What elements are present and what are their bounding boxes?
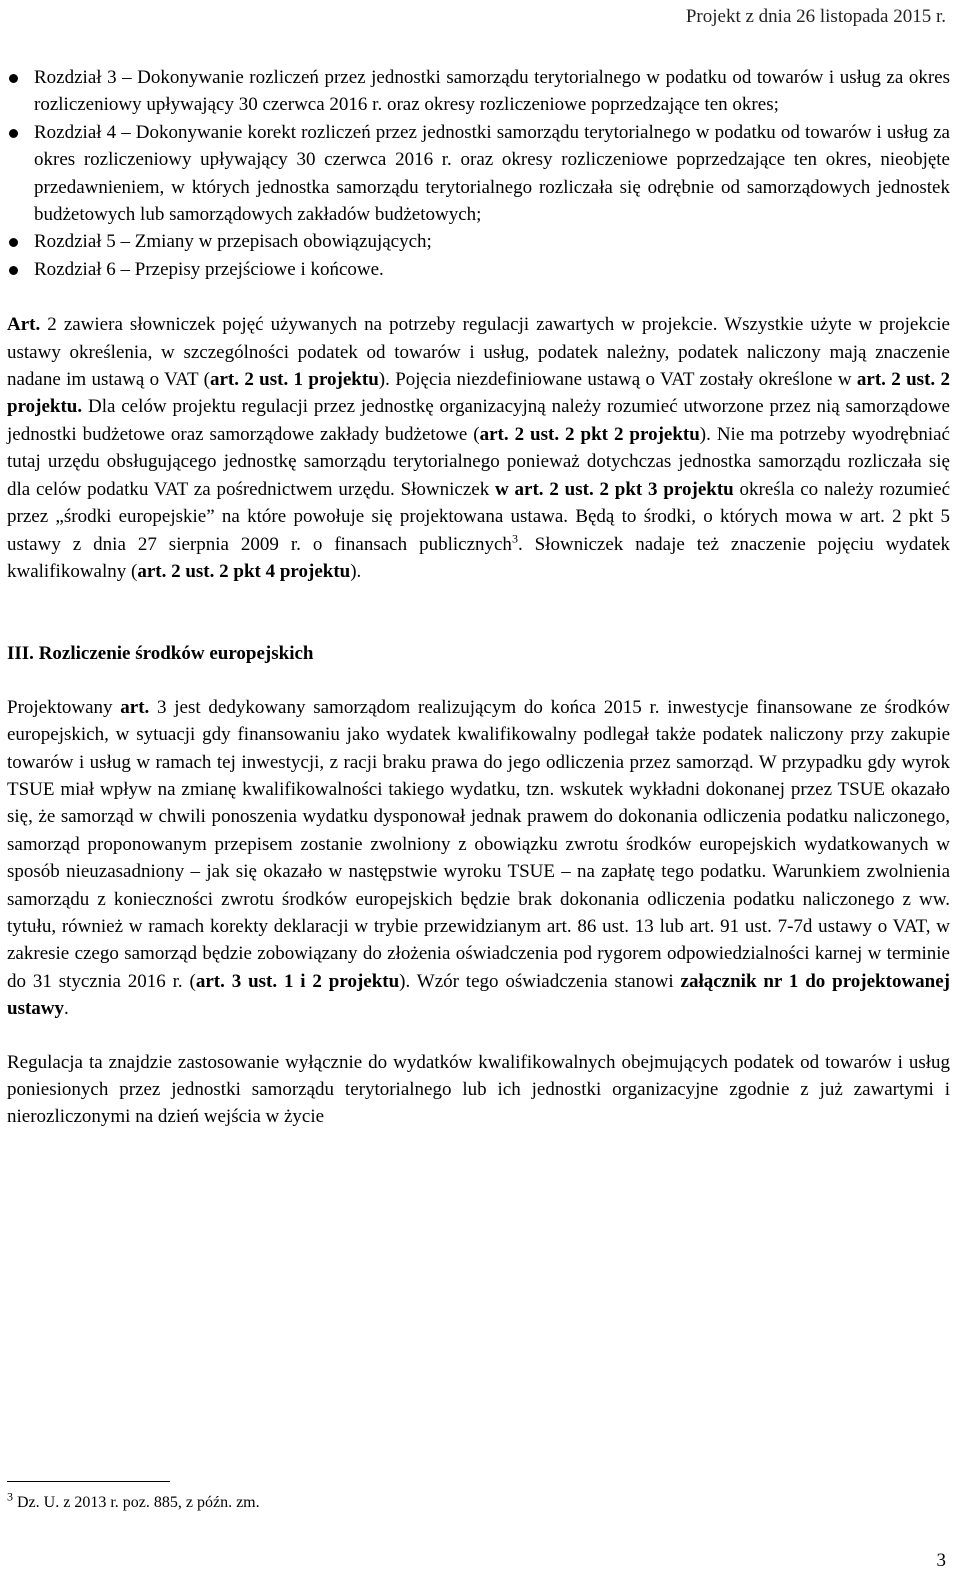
art2-paragraph: Art. 2 zawiera słowniczek pojęć używanych na potrzeby regulacji zawartych w projekcie. Wszystkie użyte w projekcie ustawy określenia, w szczególności podatek od towarów i usług, podatek należny, podatek naliczony mają znaczenie nadane im ustawą o VAT (art. 2 ust. 1 projektu). Pojęcia niezdefiniowane ustawą o VAT zostały określone w art. 2 ust. 2 projektu. Dla celów projektu regulacji przez jednostkę organizacyjną należy rozumieć utworzone przez nią samorządowe jednostki budżetowe oraz samorządowe zakłady budżetowe (art. 2 ust. 2 pkt 2 projektu). Nie ma potrzeby wyodrębniać tutaj urzędu obsługującego jednostkę samorządu terytorialnego ponieważ dotychczas jednostka samorządu rozliczała się dla celów podatku VAT za pośrednictwem urzędu. Słowniczek w art. 2 ust. 2 pkt 3 projektu określa co należy rozumieć przez „środki europejskie” na które powołuje się projektowana ustawa. Będą to środki, o których mowa w art. 2 pkt 5 ustawy z dnia 27 sierpnia 2009 r. o finansach publicznych$^3$. Słowniczek nadaje też znaczenie pojęciu wydatek kwalifikowalny (art. 2 ust. 2 pkt 4 projektu). (7, 314, 951, 582)
chapter-list (7, 64, 950, 283)
footnote-ref: 3 (511, 531, 518, 546)
document-header: Projekt z dnia 26 listopada 2015 r. (685, 6, 946, 27)
bullet-icon (9, 266, 18, 275)
regulation-paragraph: Regulacja ta znajdzie zastosowanie wyłącznie do wydatków kwalifikowalnych obejmujących podatek od towarów i usług poniesionych przez jednostki samorządu terytorialnego lub ich jednostki organizacyjne zgodnie z już zawartymi i nierozliczonymi na dzień wejścia w życie (7, 1051, 950, 1128)
footnote-mark: 3 (7, 1489, 13, 1504)
document-body (7, 64, 950, 1131)
list-item: Rozdział 6 – Przepisy przejściowe i końcowe. (7, 256, 950, 283)
footnote-divider (7, 1481, 170, 1482)
bullet-icon (9, 74, 18, 83)
list-item: Rozdział 5 – Zmiany w przepisach obowiązujących; (7, 228, 950, 255)
footnote: $^3$ Dz. U. z 2013 r. poz. 885, z późn. zm. (7, 1489, 260, 1511)
list-item: Rozdział 3 – Dokonywanie rozliczeń przez jednostki samorządu terytorialnego w podatku od towarów i usług za okres rozliczeniowy upływający 30 czerwca 2016 r. oraz okresy rozliczeniowe poprzedzające ten okres; (7, 64, 950, 119)
bullet-icon (9, 238, 18, 247)
art3-paragraph: Projektowany art. 3 jest dedykowany samorządom realizującym do końca 2015 r. inwestycje finansowane ze środków europejskich, w sytuacji gdy finansowaniu jako wydatek kwalifikowalny podlegał także podatek naliczony przy zakupie towarów i usług w ramach tej inwestycji, z racji braku prawa do jego odliczenia przez samorząd. W przypadku gdy wyrok TSUE miał wpływ na zmianę kwalifikowalności takiego wydatku, tzn. wskutek wykładni dokonanej przez TSUE okazało się, że samorząd w chwili ponoszenia wydatku dysponował jednak prawem do dokonania odliczenia podatku naliczonego, samorząd proponowanym przepisem zostanie zwolniony z obowiązku zwrotu środków europejskich wydatkowanych w sposób nieuzasadniony – jak się okazało w następstwie wyroku TSUE – na zapłatę tego podatku. Warunkiem zwolnienia samorządu z konieczności zwrotu środków europejskich będzie brak dokonania odliczenia podatku naliczonego z ww. tytułu, również w ramach korekty deklaracji w trybie przewidzianym art. 86 ust. 13 lub art. 91 ust. 7-7d ustawy o VAT, w zakresie czego samorząd będzie zobowiązany do złożenia oświadczenia pod rygorem odpowiedzialności karnej w terminie do 31 stycznia 2016 r. (art. 3 ust. 1 i 2 projektu). Wzór tego oświadczenia stanowi załącznik nr 1 do projektowanej ustawy. (7, 696, 950, 1020)
list-item: Rozdział 4 – Dokonywanie korekt rozliczeń przez jednostki samorządu terytorialnego w podatku od towarów i usług za okres rozliczeniowy upływający 30 czerwca 2016 r. oraz okresy rozliczeniowe poprzedzające ten okres, nieobjęte przedawnieniem, w których jednostka samorządu terytorialnego rozliczała się odrębnie od samorządowych jednostek budżetowych lub samorządowych zakładów budżetowych; (7, 119, 950, 229)
page-number: 3 (936, 1550, 946, 1571)
bullet-icon (9, 129, 18, 138)
section-heading: III. Rozliczenie środków europejskich (7, 643, 314, 665)
